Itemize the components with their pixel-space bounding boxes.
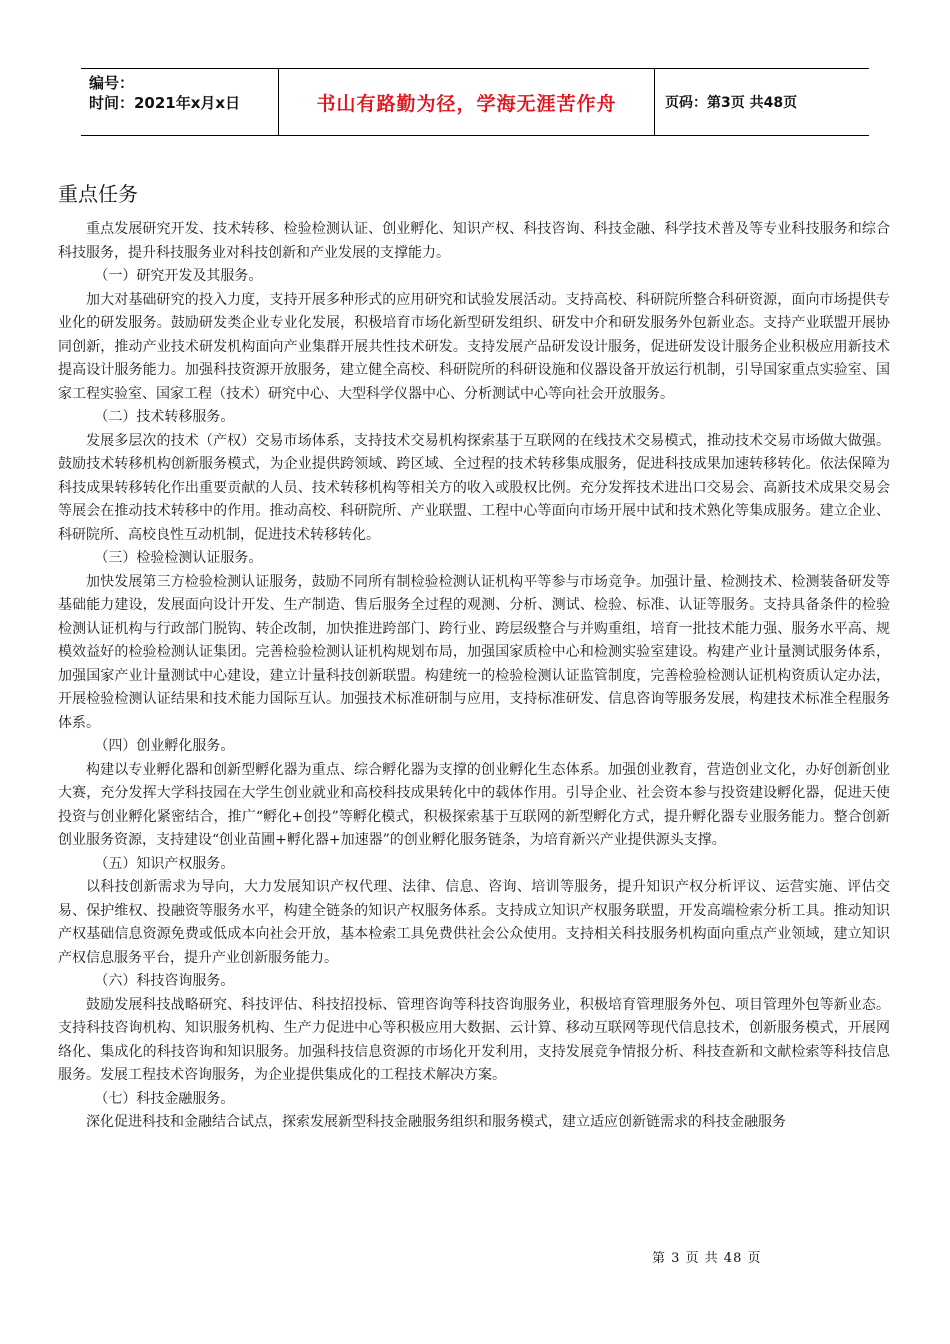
body-paragraph: 以科技创新需求为导向，大力发展知识产权代理、法律、信息、咨询、培训等服务，提升知识产权分析评议、运营实施、评估交易、保护维权、投融资等服务水平，构建全链条的知识产权服务体系。支持成立知识产权服务联盟，开发高端检索分析工具。推动知识产权基础信息资源免费或低成本向社会开放，基本检索工具免费供社会公众使用。支持相关科技服务机构面向重点产业领域，建立知识产权信息服务平台，提升产业创新服务能力。 — [58, 879, 890, 966]
subsection-heading: （六）科技咨询服务。 — [94, 973, 235, 989]
body-paragraph: 鼓励发展科技战略研究、科技评估、科技招投标、管理咨询等科技咨询服务业，积极培育管理服务外包、项目管理外包等新业态。支持科技咨询机构、知识服务机构、生产力促进中心等积极应用大数据、云计算、移动互联网等现代信息技术，创新服务模式，开展网络化、集成化的科技咨询和知识服务。加强科技信息资源的市场化开发利用，支持发展竞争情报分析、科技查新和文献检索等科技信息服务。发展工程技术咨询服务，为企业提供集成化的工程技术解决方案。 — [58, 996, 890, 1083]
number-label: 编号： — [89, 74, 135, 92]
body-paragraph: 构建以专业孵化器和创新型孵化器为重点、综合孵化器为支撑的创业孵化生态体系。加强创业教育，营造创业文化，办好创新创业大赛，充分发挥大学科技园在大学生创业就业和高校科技成果转化中的载体作用。引导企业、社会资本参与投资建设孵化器，促进天使投资与创业孵化紧密结合，推广“孵化+创投”等孵化模式，积极探索基于互联网的新型孵化方式，提升孵化器专业服务能力。整合创新创业服务资源，支持建设“创业苗圃+孵化器+加速器”的创业孵化服务链条，为培育新兴产业提供源头支撑。 — [58, 761, 890, 848]
subsection-heading: （三）检验检测认证服务。 — [94, 550, 263, 566]
header-meta-cell — [81, 69, 279, 135]
subsection-heading: （四）创业孵化服务。 — [94, 738, 235, 754]
page-info-cell — [655, 69, 869, 135]
page-footer: 第 3 页 共 48 页 — [652, 1251, 762, 1266]
subsection-heading: （七）科技金融服务。 — [94, 1090, 235, 1107]
subsection-heading: （一）研究开发及其服务。 — [94, 268, 263, 284]
motto-text: 书山有路勤为径，学海无涯苦作舟 — [316, 92, 617, 115]
page-info-text: 页码：第3页 共48页 — [665, 95, 798, 111]
subsection-heading: （二）技术转移服务。 — [94, 409, 235, 425]
motto-cell — [279, 69, 655, 135]
body-paragraph: 加快发展第三方检验检测认证服务，鼓励不同所有制检验检测认证机构平等参与市场竞争。加强计量、检测技术、检测装备研发等基础能力建设，发展面向设计开发、生产制造、售后服务全过程的观测、分析、测试、检验、标准、认证等服务。支持具备条件的检验检测认证机构与行政部门脱钩、转企改制，加快推进跨部门、跨行业、跨层级整合与并购重组，培育一批技术能力强、服务水平高、规模效益好的检验检测认证集团。完善检验检测认证机构规划布局，加强国家质检中心和检测实验室建设。构建产业计量测试服务体系，加强国家产业计量测试中心建设，建立计量科技创新联盟。构建统一的检验检测认证监管制度，完善检验检测认证机构资质认定办法，开展检验检测认证结果和技术能力国际互认。加强技术标准研制与应用，支持标准研发、信息咨询等服务发展，构建技术标准全程服务体系。 — [58, 573, 890, 731]
time-label: 时间：2021年x月x日 — [89, 94, 241, 112]
subsection-heading: （五）知识产权服务。 — [94, 855, 235, 872]
body-paragraph: 重点发展研究开发、技术转移、检验检测认证、创业孵化、知识产权、科技咨询、科技金融、科学技术普及等专业科技服务和综合科技服务，提升科技服务业对科技创新和产业发展的支撑能力。 — [58, 221, 890, 261]
body-paragraph: 发展多层次的技术（产权）交易市场体系，支持技术交易机构探索基于互联网的在线技术交易模式，推动技术交易市场做大做强。鼓励技术转移机构创新服务模式，为企业提供跨领域、跨区域、全过程的技术转移集成服务，促进科技成果加速转移转化。依法保障为科技成果转移转化作出重要贡献的人员、技术转移机构等相关方的收入或股权比例。充分发挥技术进出口交易会、高新技术成果交易会等展会在推动技术转移中的作用。推动高校、科研院所、产业联盟、工程中心等面向市场开展中试和技术熟化等集成服务。建立企业、科研院所、高校良性互动机制，促进技术转移转化。 — [58, 432, 890, 543]
header-table — [81, 68, 869, 136]
document-body — [58, 218, 890, 1135]
body-paragraph: 深化促进科技和金融结合试点，探索发展新型科技金融服务组织和服务模式，建立适应创新链需求的科技金融服务 — [86, 1114, 786, 1130]
body-paragraph: 加大对基础研究的投入力度，支持开展多种形式的应用研究和试验发展活动。支持高校、科研院所整合科研资源，面向市场提供专业化的研发服务。鼓励研发类企业专业化发展，积极培育市场化新型研发组织、研发中介和研发服务外包新业态。支持产业联盟开展协同创新，推动产业技术研发机构面向产业集群开展共性技术研发。支持发展产品研发设计服务，促进研发设计服务企业积极应用新技术提高设计服务能力。加强科技资源开放服务，建立健全高校、科研院所的科研设施和仪器设备开放运行机制，引导国家重点实验室、国家工程实验室、国家工程（技术）研究中心、大型科学仪器中心、分析测试中心等向社会开放服务。 — [58, 291, 890, 402]
section-title: 重点任务 — [58, 182, 138, 206]
